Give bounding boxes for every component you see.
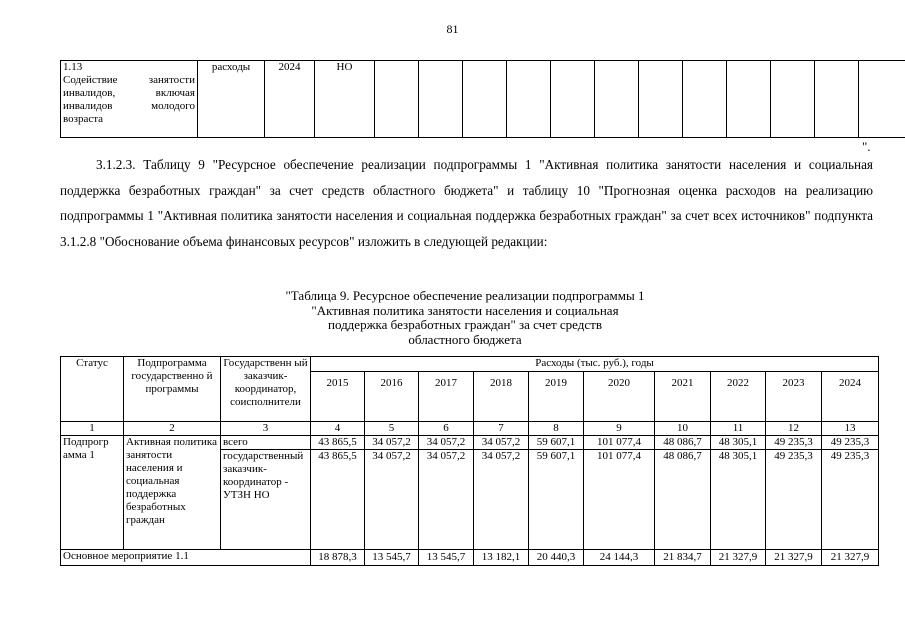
value-cell: 48 305,1 <box>711 450 766 550</box>
value-cell: 34 057,2 <box>365 450 419 550</box>
value-cell: 18 878,3 <box>311 550 365 566</box>
year-header: 2017 <box>419 372 474 422</box>
empty-cell <box>595 61 639 138</box>
table-row-total <box>61 436 879 450</box>
value-cell: 48 086,7 <box>655 436 711 450</box>
header-status: Статус <box>61 357 124 422</box>
value-cell: 34 057,2 <box>365 436 419 450</box>
table-row-main-event <box>61 550 879 566</box>
body-paragraph-text: 3.1.2.3. Таблицу 9 "Ресурсное обеспечение реализации подпрограммы 1 "Активная политика занятости населения и социальная поддержка безработных граждан" за счет средств областного бюджета" и таблицу 10 "Прогнозная оценка расходов на реализацию подпрограммы 1 "Активная политика занятости населения и социальная поддержка безработных граждан" за счет всех источников" подпункта 3.1.2.8 "Обоснование объема финансовых ресурсов" изложить в следующей редакции: <box>60 157 873 249</box>
column-number: 1 <box>61 422 124 436</box>
empty-cell <box>507 61 551 138</box>
empty-cell <box>815 61 859 138</box>
empty-cell <box>639 61 683 138</box>
value-cell: 43 865,5 <box>311 450 365 550</box>
value-cell: 24 144,3 <box>584 550 655 566</box>
column-number: 12 <box>766 422 822 436</box>
column-number-row <box>61 422 879 436</box>
value-cell: 101 077,4 <box>584 436 655 450</box>
column-number: 11 <box>711 422 766 436</box>
empty-cell <box>683 61 727 138</box>
value-cell: 48 305,1 <box>711 436 766 450</box>
column-number: 8 <box>529 422 584 436</box>
empty-cell <box>771 61 815 138</box>
column-number: 4 <box>311 422 365 436</box>
empty-cell <box>551 61 595 138</box>
caption-line: областного бюджета <box>408 331 522 347</box>
empty-cell <box>727 61 771 138</box>
value-cell: 21 327,9 <box>711 550 766 566</box>
caption-line: "Активная политика занятости населения и социальная <box>311 302 619 318</box>
column-number: 5 <box>365 422 419 436</box>
empty-cell <box>463 61 507 138</box>
value-cell: 59 607,1 <box>529 450 584 550</box>
year-header: 2023 <box>766 372 822 422</box>
empty-cell <box>419 61 463 138</box>
value-cell: 21 834,7 <box>655 550 711 566</box>
value-cell: 34 057,2 <box>419 450 474 550</box>
resource-table <box>60 356 879 566</box>
value-cell: 13 545,7 <box>419 550 474 566</box>
item-year: 2024 <box>265 61 315 138</box>
year-header: 2015 <box>311 372 365 422</box>
header-row <box>61 357 879 372</box>
year-header: 2019 <box>529 372 584 422</box>
value-cell: 34 057,2 <box>474 436 529 450</box>
top-table <box>60 60 905 138</box>
item-name-line: Содействие занятости <box>63 74 195 86</box>
value-cell: 49 235,3 <box>822 450 879 550</box>
item-name-line: инвалидов, включая <box>63 87 195 99</box>
item-type: расходы <box>198 61 265 138</box>
page-number: 81 <box>446 22 459 36</box>
value-cell: 49 235,3 <box>766 436 822 450</box>
value-cell: 34 057,2 <box>419 436 474 450</box>
value-cell: 21 327,9 <box>766 550 822 566</box>
column-number: 2 <box>124 422 221 436</box>
row-label-total: всего <box>221 436 311 450</box>
year-header: 2021 <box>655 372 711 422</box>
item-name-line: инвалидов молодого <box>63 100 195 112</box>
status-value: Подпрогр амма 1 <box>61 436 124 550</box>
value-cell: 49 235,3 <box>822 436 879 450</box>
body-paragraph <box>60 152 873 254</box>
header-subprogram: Подпрограмма государственно й программы <box>124 357 221 422</box>
value-cell: 101 077,4 <box>584 450 655 550</box>
subprogram-value: Активная политика занятости населения и социальная поддержка безработных граждан <box>124 436 221 550</box>
top-table-row <box>61 61 905 138</box>
value-cell: 48 086,7 <box>655 450 711 550</box>
year-header: 2016 <box>365 372 419 422</box>
year-header: 2018 <box>474 372 529 422</box>
value-cell: 43 865,5 <box>311 436 365 450</box>
column-number: 10 <box>655 422 711 436</box>
table-caption <box>160 289 770 347</box>
row-label-main-event: Основное мероприятие 1.1 <box>61 550 311 566</box>
column-number: 3 <box>221 422 311 436</box>
value-cell: 49 235,3 <box>766 450 822 550</box>
value-cell: 13 182,1 <box>474 550 529 566</box>
year-header: 2020 <box>584 372 655 422</box>
value-cell: 59 607,1 <box>529 436 584 450</box>
item-name-line: возраста <box>63 113 104 125</box>
empty-cell <box>375 61 419 138</box>
row-label-customer: государственный заказчик-координатор - УТЗН НО <box>221 450 311 550</box>
column-number: 7 <box>474 422 529 436</box>
column-number: 9 <box>584 422 655 436</box>
column-number: 6 <box>419 422 474 436</box>
caption-line: поддержка безработных граждан" за счет средств <box>327 317 602 332</box>
header-customer: Государственн ый заказчик-координатор, соисполнители <box>221 357 311 422</box>
closing-quote: ". <box>862 139 871 154</box>
empty-cell <box>859 61 905 138</box>
year-header: 2022 <box>711 372 766 422</box>
value-cell: 13 545,7 <box>365 550 419 566</box>
value-cell: 21 327,9 <box>822 550 879 566</box>
item-code: 1.13 <box>63 61 83 73</box>
item-cell <box>61 61 198 138</box>
value-cell: 34 057,2 <box>474 450 529 550</box>
item-region: НО <box>315 61 375 138</box>
caption-line: "Таблица 9. Ресурсное обеспечение реализации подпрограммы 1 <box>285 288 645 303</box>
year-header: 2024 <box>822 372 879 422</box>
value-cell: 20 440,3 <box>529 550 584 566</box>
header-expenses: Расходы (тыс. руб.), годы <box>311 357 879 372</box>
column-number: 13 <box>822 422 879 436</box>
